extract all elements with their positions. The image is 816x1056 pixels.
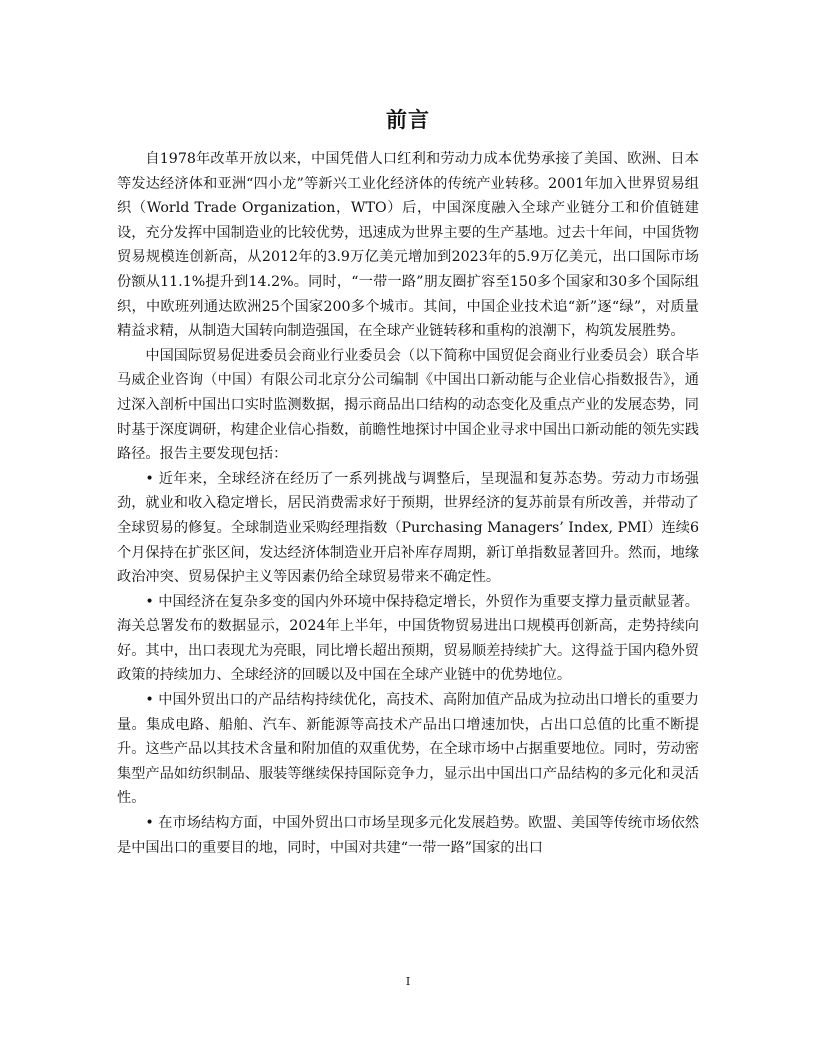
page-number: I [405,975,411,988]
bullet-paragraph: • 中国外贸出口的产品结构持续优化，高技术、高附加值产品成为拉动出口增长的重要力量。集成电路、船舶、汽车、新能源等高技术产品出口增速加快，占出口总值的比重不断提升。这些产品以其技术含量和附加值的双重优势，在全球市场中占据重要地位。同时，劳动密集型产品如纺织制品、服装等继续保持国际竞争力，显示出中国出口产品结构的多元化和灵活性。 [117,692,699,807]
bullet-paragraph: • 近年来，全球经济在经历了一系列挑战与调整后，呈现温和复苏态势。劳动力市场强劲，就业和收入稳定增长，居民消费需求好于预期，世界经济的复苏前景有所改善，并带动了全球贸易的修复。全球制造业采购经理指数（Purchasing Managers’ Index, PMI）连续6个月保持在扩张区间，发达经济体制造业开启补库存周期，新订单指数显著回升。然而，地缘政治冲突、贸易保护主义等因素仍给全球贸易带来不确定性。 [117,470,699,586]
bullet-paragraph: • 中国经济在复杂多变的国内外环境中保持稳定增长，外贸作为重要支撑力量贡献显著。海关总署发布的数据显示，2024年上半年，中国货物贸易进出口规模再创新高，走势持续向好。其中，出口表现尤为亮眼，同比增长超出预期，贸易顺差持续扩大。这得益于国内稳外贸政策的持续加力、全球经济的回暖以及中国在全球产业链中的优势地位。 [117,593,699,684]
bullet-paragraph: • 在市场结构方面，中国外贸出口市场呈现多元化发展趋势。欧盟、美国等传统市场依然是中国出口的重要目的地，同时，中国对共建“一带一路”国家的出口 [117,815,699,856]
paragraph: 自1978年改革开放以来，中国凭借人口红利和劳动力成本优势承接了美国、欧洲、日本等发达经济体和亚洲“四小龙”等新兴工业化经济体的传统产业转移。2001年加入世界贸易组织（World Trade Organization，WTO）后，中国深度融入全球产业链分工和价值链建设，充分发挥中国制造业的比较优势，迅速成为世界主要的生产基地。过去十年间，中国货物贸易规模连创新高，从2012年的3.9万亿美元增加到2023年的5.9万亿美元，出口国际市场份额从11.1%提升到14.2%。同时，“一带一路”朋友圈扩容至150多个国家和30多个国际组织，中欧班列通达欧洲25个国家200多个城市。其间，中国企业技术追“新”逐“绿”，对质量精益求精，从制造大国转向制造强国，在全球产业链转移和重构的浪潮下，构筑发展胜势。 [117,151,699,340]
page-title: 前言 [386,108,430,132]
paragraph: 中国国际贸易促进委员会商业行业委员会（以下简称中国贸促会商业行业委员会）联合毕马威企业咨询（中国）有限公司北京分公司编制《中国出口新动能与企业信心指数报告》，通过深入剖析中国出口实时监测数据，揭示商品出口结构的动态变化及重点产业的发展态势，同时基于深度调研，构建企业信心指数，前瞻性地探讨中国企业寻求中国出口新动能的领先实践路径。报告主要发现包括： [117,347,699,463]
body-text [117,147,699,860]
